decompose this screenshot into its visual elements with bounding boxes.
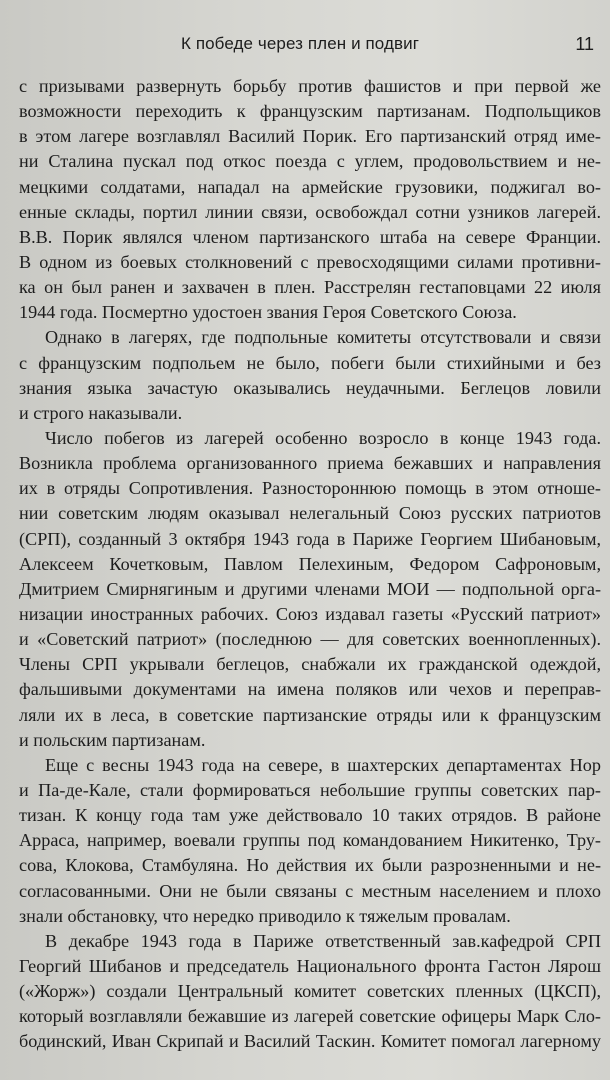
text-line: ни Сталина пускал под откос поезда с углем, продовольствием и не-: [19, 151, 601, 172]
page-number: 11: [575, 34, 594, 54]
text-line: Однако в лагерях, где подпольные комитеты отсутствовали и связи: [45, 327, 601, 348]
text-line: бодинский, Иван Скрипай и Василий Таскин. Комитет помогал лагерному: [19, 1031, 601, 1052]
text-line: В.В. Порик являлся членом партизанского штаба на севере Франции.: [19, 226, 601, 247]
text-line: ляли их в леса, в советские партизанские отряды или к французским: [19, 704, 601, 725]
text-line: знания языка зачастую оказывались неудачными. Беглецов ловили: [19, 377, 601, 398]
text-line: тизан. К концу года там уже действовало 10 таких отрядов. В районе: [19, 805, 601, 826]
text-line: и строго наказывали.: [19, 402, 183, 423]
text-line: 1944 года. Посмертно удостоен звания Героя Советского Союза.: [19, 302, 517, 323]
text-line: Алексеем Кочетковым, Павлом Пелехиным, Федором Сафроновым,: [19, 553, 601, 574]
text-line: знали обстановку, что нередко приводило к тяжелым провалам.: [19, 905, 511, 926]
text-line: Еще с весны 1943 года на севере, в шахтерских департаментах Нор: [45, 754, 601, 775]
text-line: Арраса, например, воевали группы под командованием Никитенко, Тру-: [19, 830, 601, 851]
text-line: Дмитрием Смирнягиным и другими членами МОИ — подпольной орга-: [19, 578, 601, 599]
text-line: в этом лагере возглавлял Василий Порик. Его партизанский отряд име-: [19, 126, 601, 147]
running-title: К победе через плен и подвиг: [181, 34, 420, 53]
text-line: согласованными. Они не были связаны с местным населением и плохо: [19, 880, 601, 901]
text-line: и польским партизанам.: [19, 729, 206, 750]
text-line: Члены СРП укрывали беглецов, снабжали их гражданской одеждой,: [19, 654, 601, 675]
text-line: В декабре 1943 года в Париже ответственный зав.кафедрой СРП: [45, 930, 601, 951]
text-line: и «Советский патриот» (последнюю — для советских военнопленных).: [19, 629, 601, 650]
text-line: нии советским людям оказывал нелегальный Союз русских патриотов: [19, 503, 601, 524]
text-line: Число побегов из лагерей особенно возросло в конце 1943 года.: [45, 427, 601, 448]
text-line: мецкими солдатами, нападал на армейские грузовики, поджигал во-: [19, 176, 601, 197]
text-line: (СРП), созданный 3 октября 1943 года в Париже Георгием Шибановым,: [19, 528, 601, 549]
text-line: енные склады, портил линии связи, освобождал сотни узников лагерей.: [19, 201, 601, 222]
text-line: («Жорж») создали Центральный комитет советских пленных (ЦКСП),: [19, 981, 601, 1002]
text-line: с французским подпольем не было, побеги были стихийными и без: [19, 352, 601, 373]
text-line: Возникла проблема организованного приема бежавших и направления: [19, 453, 601, 474]
text-line: их в отряды Сопротивления. Разностороннюю помощь в этом отноше-: [19, 478, 601, 499]
text-line: В одном из боевых столкновений с превосходящими силами противни-: [19, 251, 601, 272]
text-line: с призывами развернуть борьбу против фашистов и при первой же: [19, 76, 601, 96]
running-head: [0, 34, 610, 58]
text-line: ка он был ранен и захвачен в плен. Расстрелян гестаповцами 22 июля: [19, 277, 601, 298]
text-line: Георгий Шибанов и председатель Национального фронта Гастон Лярош: [19, 955, 601, 976]
text-line: и Па-де-Кале, стали формироваться небольшие группы советских пар-: [19, 779, 601, 800]
text-line: возможности переходить к французским партизанам. Подпольщиков: [19, 101, 601, 122]
body-text: [19, 74, 601, 1054]
text-line: низации иностранных рабочих. Союз издавал газеты «Русский патриот»: [19, 603, 601, 624]
text-line: сова, Клокова, Стамбуляна. Но действия их были разрозненными и не-: [19, 855, 601, 876]
text-line: который возглавляли бежавшие из лагерей советские офицеры Марк Сло-: [19, 1006, 601, 1027]
text-line: фальшивыми документами на имена поляков или чехов и переправ-: [19, 679, 601, 700]
